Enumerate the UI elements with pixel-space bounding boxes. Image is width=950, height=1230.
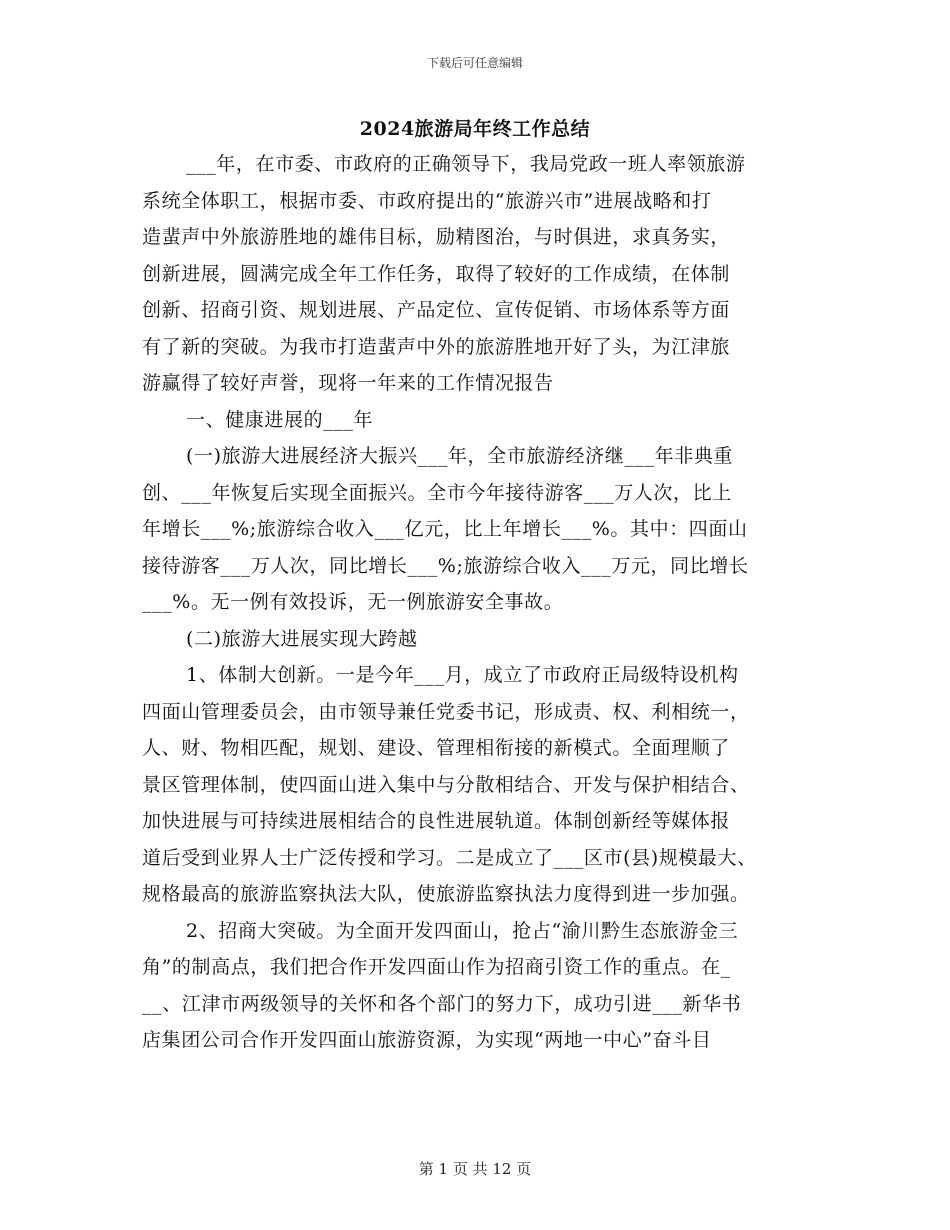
paragraph-line: 游赢得了较好声誉，现将一年来的工作情况报告 — [142, 372, 554, 394]
paragraph-line: 接待游客___万人次，同比增长___%;旅游综合收入___万元，同比增长 — [142, 554, 749, 577]
paragraph-line: 2、招商大突破。为全面开发四面山，抢占“渝川黔生态旅游金三 — [186, 919, 739, 942]
paragraph-line: 创、___年恢复后实现全面振兴。全市今年接待游客___万人次，比上 — [142, 481, 732, 504]
paragraph-line: 景区管理体制，使四面山进入集中与分散相结合、开发与保护相结合、 — [142, 773, 750, 796]
paragraph-line: 角”的制高点，我们把合作开发四面山作为招商引资工作的重点。在_ — [142, 956, 731, 978]
paragraph-line: 系统全体职工，根据市委、市政府提出的“旅游兴市”进展战略和打 — [142, 189, 712, 212]
paragraph-line: ___%。无一例有效投诉，无一例旅游安全事故。 — [142, 591, 564, 613]
paragraph-line: 造蜚声中外旅游胜地的雄伟目标，励精图治，与时俱进，求真务实， — [142, 226, 731, 248]
section-heading: 一、健康进展的___年 — [186, 408, 374, 431]
paragraph-line: 年增长___%;旅游综合收入___亿元，比上年增长___%。其中：四面山 — [142, 518, 748, 540]
paragraph-line: 道后受到业界人士广泛传授和学习。二是成立了___区市(县)规模最大、 — [142, 846, 757, 869]
paragraph-line: 店集团公司合作开发四面山旅游资源，为实现“两地一中心”奋斗目 — [142, 1029, 712, 1051]
paragraph-line: 创新、招商引资、规划进展、产品定位、宣传促销、市场体系等方面 — [142, 299, 731, 321]
subsection-heading: (二)旅游大进展实现大跨越 — [186, 627, 418, 650]
document-body — [142, 146, 832, 1059]
paragraph-line: 人、财、物相匹配，规划、建设、管理相衔接的新模式。全面理顺了 — [142, 737, 731, 759]
paragraph-line: 四面山管理委员会，由市领导兼任党委书记，形成责、权、利相统一， — [142, 700, 750, 723]
paragraph-line: 有了新的突破。为我市打造蜚声中外的旅游胜地开好了头，为江津旅 — [142, 335, 731, 358]
paragraph-line: __、江津市两级领导的关怀和各个部门的努力下，成功引进___新华书 — [142, 992, 742, 1015]
page-number-footer: 第 1 页 共 12 页 — [418, 1160, 532, 1178]
document-title: 2024旅游局年终工作总结 — [359, 118, 591, 140]
paragraph-line: (一)旅游大进展经济大振兴___年，全市旅游经济继___年非典重 — [186, 445, 734, 467]
paragraph-line: 创新进展，圆满完成全年工作任务，取得了较好的工作成绩，在体制 — [142, 262, 731, 285]
paragraph-line: 1、体制大创新。一是今年___月，成立了市政府正局级特设机构 — [186, 664, 739, 686]
header-note: 下载后可任意编辑 — [426, 56, 523, 70]
paragraph-line: 规格最高的旅游监察执法大队，使旅游监察执法力度得到进一步加强。 — [142, 883, 750, 905]
paragraph-line: 加快进展与可持续进展相结合的良性进展轨道。体制创新经等媒体报 — [142, 810, 731, 832]
paragraph-line: ___年，在市委、市政府的正确领导下，我局党政一班人率领旅游 — [186, 153, 746, 175]
